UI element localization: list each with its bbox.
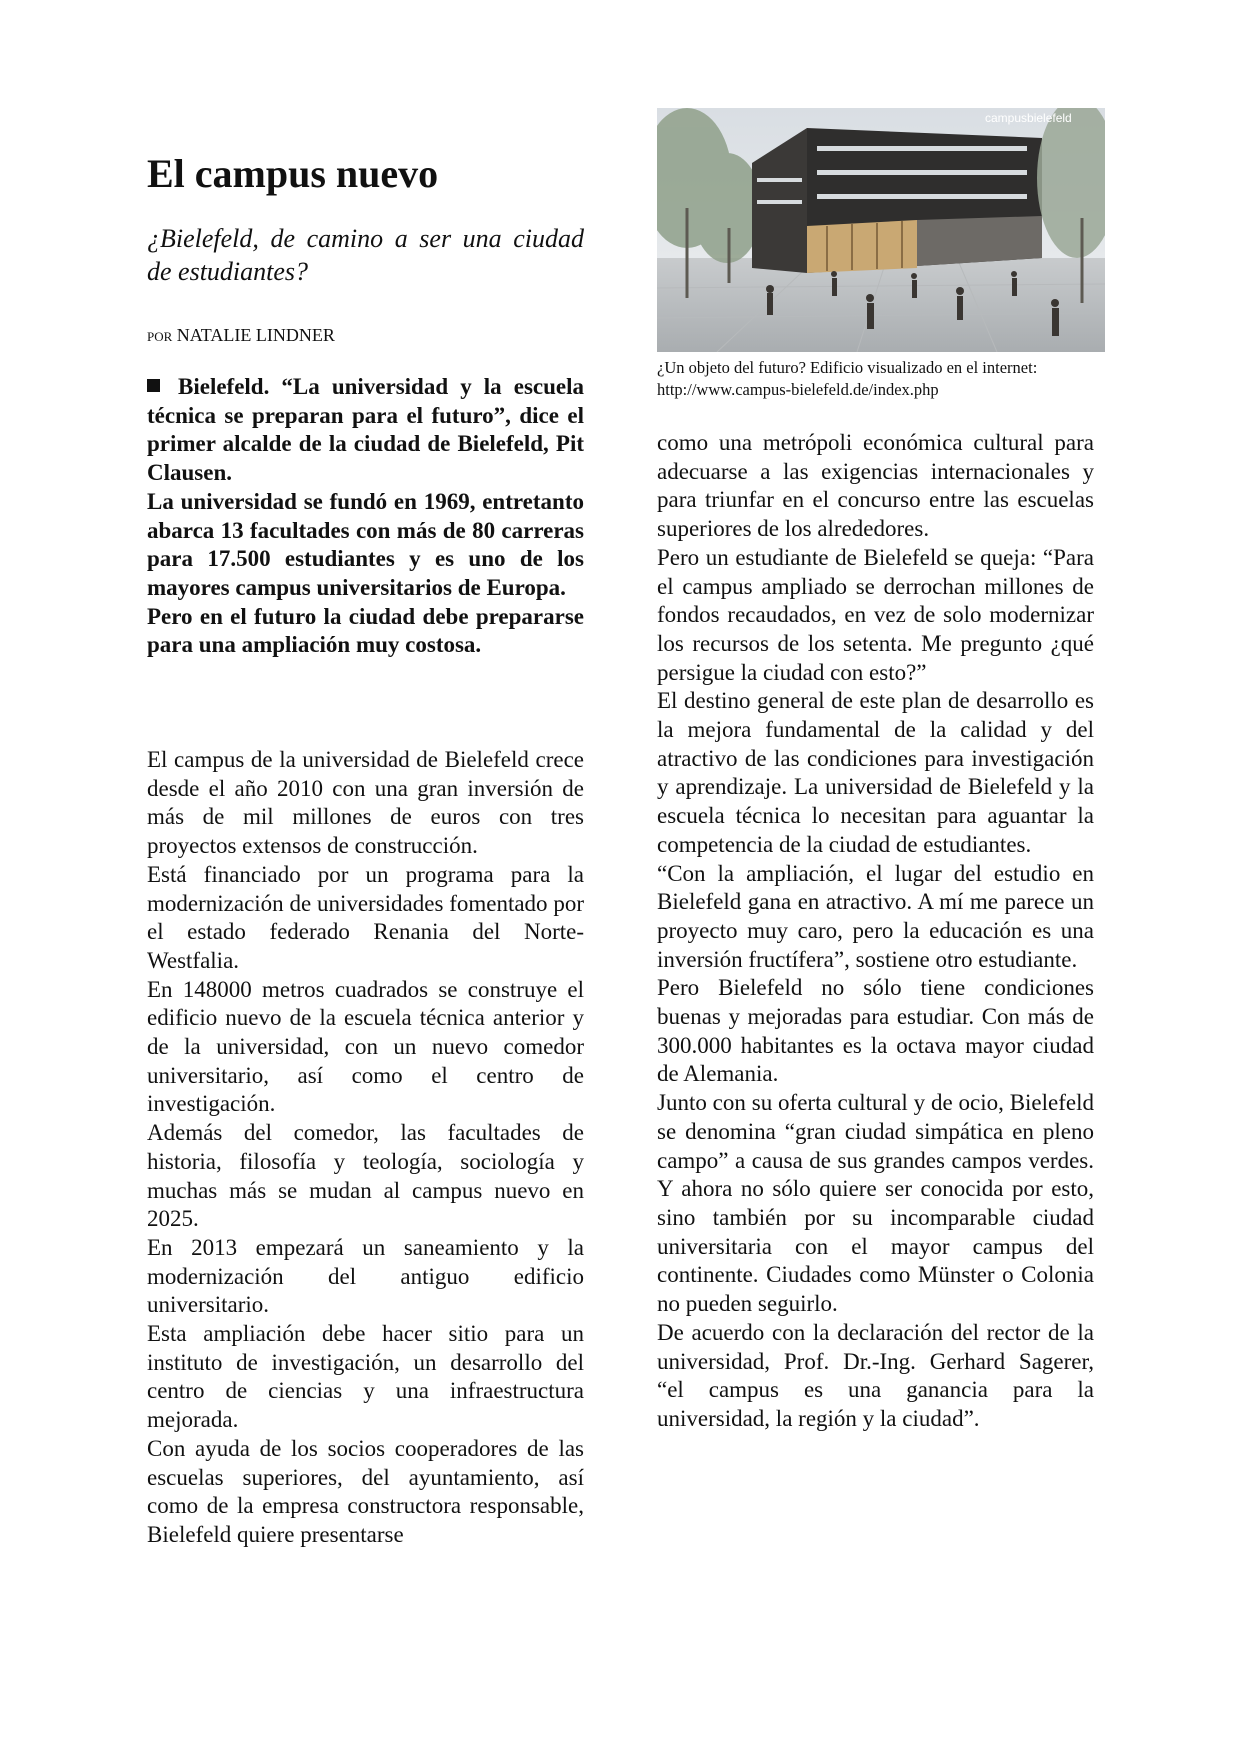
article-title: El campus nuevo xyxy=(147,151,439,196)
lead-paragraph: Bielefeld. “La universidad y la escuela técnica se preparan para el futuro”, dice el primer alcalde de la ciudad de Bielefeld, Pit Clausen. xyxy=(147,374,584,486)
caption-text: ¿Un objeto del futuro? Edificio visualizado en el internet: xyxy=(657,358,1038,377)
body-paragraph: Esta ampliación debe hacer sitio para un instituto de investigación, un desarrollo del centro de ciencias y una infraestructura mejorada. xyxy=(147,1321,584,1433)
caption-url: http://www.campus-bielefeld.de/index.php xyxy=(657,380,939,399)
body-paragraph: En 2013 empezará un saneamiento y la modernización del antiguo edificio universitario. xyxy=(147,1234,584,1318)
campus-building-photo xyxy=(657,108,1105,352)
byline xyxy=(147,325,335,346)
body-paragraph: Junto con su oferta cultural y de ocio, Bielefeld se denomina “gran ciudad simpática en pleno campo” a causa de sus grandes campos verdes. Y ahora no sólo quiere ser conocida por esto, sino también por su incomparable ciudad universitaria con el mayor campus del continente. Ciudades como Münster o Colonia no pueden seguirlo. xyxy=(657,1090,1094,1317)
body-paragraph: Con ayuda de los socios cooperadores de las escuelas superiores, del ayuntamiento, así como de la empresa constructora responsable, Bielefeld quiere presentarse xyxy=(147,1435,584,1547)
body-paragraph: “Con la ampliación, el lugar del estudio en Bielefeld gana en atractivo. A mí me parece un proyecto muy caro, pero la educación es una inversión fructífera”, sostiene otro estudiante. xyxy=(657,860,1094,972)
body-paragraph: Está financiado por un programa para la modernización de universidades fomentado por el estado federado Renania del Norte-Westfalia. xyxy=(147,861,584,973)
byline-prefix: POR xyxy=(147,329,173,344)
body-paragraph: Además del comedor, las facultades de historia, filosofía y teología, sociología y muchas más se mudan al campus nuevo en 2025. xyxy=(147,1120,584,1232)
body-paragraph: Pero Bielefeld no sólo tiene condiciones buenas y mejoradas para estudiar. Con más de 300.000 habitantes es la octava mayor ciudad de Alemania. xyxy=(657,975,1094,1087)
body-paragraph: Pero un estudiante de Bielefeld se queja: “Para el campus ampliado se derrochan millones de fondos recaudados, en vez de solo modernizar los recursos de los setenta. Me pregunto ¿qué persigue la ciudad con esto?” xyxy=(657,544,1094,685)
body-paragraph: como una metrópoli económica cultural para adecuarse a las exigencias internacionales y para triunfar en el concurso entre las escuelas superiores de los alrededores. xyxy=(657,430,1094,542)
byline-author: NATALIE LINDNER xyxy=(176,325,335,345)
body-paragraph: En 148000 metros cuadrados se construye el edificio nuevo de la escuela técnica anterior y de la universidad, con un nuevo comedor universitario, así como el centro de investigación. xyxy=(147,976,584,1117)
lead-paragraph: La universidad se fundó en 1969, entretanto abarca 13 facultades con más de 80 carreras para 17.500 estudiantes y es uno de los mayores campus universitarios de Europa. xyxy=(147,488,584,600)
body-paragraph: El campus de la universidad de Bielefeld crece desde el año 2010 con una gran inversión de más de mil millones de euros con tres proyectos extensos de construcción. xyxy=(147,747,584,859)
article-subtitle: ¿Bielefeld, de camino a ser una ciudad de estudiantes? xyxy=(147,224,584,286)
lead-paragraph: Pero en el futuro la ciudad debe prepararse para una ampliación muy costosa. xyxy=(147,603,584,658)
campus-building-illustration xyxy=(657,108,1105,352)
photo-caption xyxy=(657,357,1117,401)
body-column-right xyxy=(657,429,1094,1434)
body-paragraph: El destino general de este plan de desarrollo es la mejora fundamental de la calidad y del atractivo de las condiciones para investigación y aprendizaje. La universidad de Bielefeld y la escuela técnica lo necesitan para aguantar la competencia de la ciudad de estudiantes. xyxy=(657,688,1094,857)
photo-watermark: campusbielefeld xyxy=(985,111,1072,125)
body-column-left xyxy=(147,746,584,1550)
lead-section xyxy=(147,373,584,660)
bullet-square-icon xyxy=(147,379,160,392)
body-paragraph: De acuerdo con la declaración del rector de la universidad, Prof. Dr.-Ing. Gerhard Sagerer, “el campus es una ganancia para la universidad, la región y la ciudad”. xyxy=(657,1319,1094,1431)
